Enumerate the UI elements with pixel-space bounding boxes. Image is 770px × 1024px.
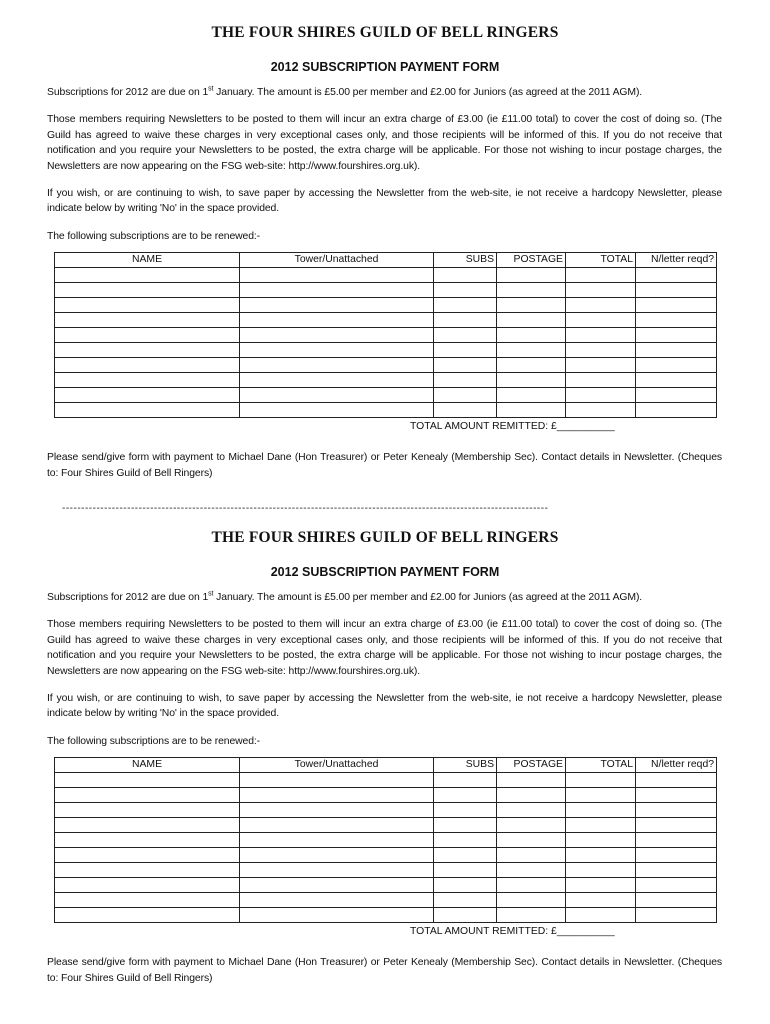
- postage-cell[interactable]: [497, 803, 566, 818]
- name-cell[interactable]: [55, 298, 240, 313]
- total-cell[interactable]: [566, 788, 636, 803]
- total-cell[interactable]: [566, 388, 636, 403]
- form-subtitle: 2012 SUBSCRIPTION PAYMENT FORM: [270, 565, 500, 579]
- subs-cell[interactable]: [434, 313, 497, 328]
- tower-cell[interactable]: [240, 848, 434, 863]
- tower-cell[interactable]: [240, 313, 434, 328]
- postage-cell[interactable]: [497, 268, 566, 283]
- col-total: TOTAL: [566, 253, 636, 268]
- newsletter-cell[interactable]: [636, 803, 717, 818]
- tower-cell[interactable]: [240, 298, 434, 313]
- total-cell[interactable]: [566, 848, 636, 863]
- table-row: [55, 863, 717, 878]
- newsletter-cell[interactable]: [636, 908, 717, 923]
- subs-cell[interactable]: [434, 373, 497, 388]
- name-cell[interactable]: [55, 283, 240, 298]
- name-cell[interactable]: [55, 908, 240, 923]
- postage-cell[interactable]: [497, 908, 566, 923]
- form-title: THE FOUR SHIRES GUILD OF BELL RINGERS: [211, 529, 559, 546]
- col-total: TOTAL: [566, 758, 636, 773]
- newsletter-cell[interactable]: [636, 298, 717, 313]
- table-row: [55, 358, 717, 373]
- newsletter-cell[interactable]: [636, 848, 717, 863]
- table-row: [55, 878, 717, 893]
- tower-cell[interactable]: [240, 358, 434, 373]
- subs-cell[interactable]: [434, 878, 497, 893]
- newsletter-cell[interactable]: [636, 358, 717, 373]
- postage-cell[interactable]: [497, 343, 566, 358]
- subs-cell[interactable]: [434, 818, 497, 833]
- newsletter-cell[interactable]: [636, 283, 717, 298]
- total-remitted: TOTAL AMOUNT REMITTED: £__________: [410, 421, 615, 433]
- name-cell[interactable]: [55, 863, 240, 878]
- col-subs: SUBS: [434, 758, 497, 773]
- subs-cell[interactable]: [434, 403, 497, 418]
- newsletter-cell[interactable]: [636, 893, 717, 908]
- table-row: [55, 818, 717, 833]
- tower-cell[interactable]: [240, 788, 434, 803]
- send-instructions: Please send/give form with payment to Michael Dane (Hon Treasurer) or Peter Kenealy (Membership Sec). Contact details in Newsletter. (Cheques to: Four Shires Guild of Bell Ringers): [47, 957, 722, 984]
- newsletter-cell[interactable]: [636, 373, 717, 388]
- due-date-paragraph: [47, 590, 722, 605]
- name-cell[interactable]: [55, 803, 240, 818]
- postage-cell[interactable]: [497, 403, 566, 418]
- renewal-intro: The following subscriptions are to be renewed:-: [47, 735, 261, 747]
- send-instructions: Please send/give form with payment to Michael Dane (Hon Treasurer) or Peter Kenealy (Membership Sec). Contact details in Newsletter. (Cheques to: Four Shires Guild of Bell Ringers): [47, 452, 722, 479]
- total-cell[interactable]: [566, 358, 636, 373]
- col-newsletter: N/letter reqd?: [636, 253, 717, 268]
- newsletter-cell[interactable]: [636, 863, 717, 878]
- subs-cell[interactable]: [434, 283, 497, 298]
- postage-cell[interactable]: [497, 863, 566, 878]
- table-row: [55, 343, 717, 358]
- name-cell[interactable]: [55, 878, 240, 893]
- postage-cell[interactable]: [497, 313, 566, 328]
- tower-cell[interactable]: [240, 403, 434, 418]
- total-cell[interactable]: [566, 803, 636, 818]
- cut-line: -------------------------------------------------------------------------------------------------------------------------------: [62, 503, 549, 514]
- form-subtitle: 2012 SUBSCRIPTION PAYMENT FORM: [270, 60, 500, 74]
- total-cell[interactable]: [566, 908, 636, 923]
- tower-cell[interactable]: [240, 373, 434, 388]
- total-cell[interactable]: [566, 313, 636, 328]
- subs-cell[interactable]: [434, 863, 497, 878]
- subs-cell[interactable]: [434, 343, 497, 358]
- name-cell[interactable]: [55, 773, 240, 788]
- name-cell[interactable]: [55, 788, 240, 803]
- tower-cell[interactable]: [240, 833, 434, 848]
- table-row: [55, 848, 717, 863]
- tower-cell[interactable]: [240, 803, 434, 818]
- subs-cell[interactable]: [434, 328, 497, 343]
- subscriptions-table: [54, 757, 717, 923]
- name-cell[interactable]: [55, 818, 240, 833]
- table-row: [55, 908, 717, 923]
- total-cell[interactable]: [566, 878, 636, 893]
- table-row: [55, 893, 717, 908]
- postage-cell[interactable]: [497, 893, 566, 908]
- postage-cell[interactable]: [497, 833, 566, 848]
- name-cell[interactable]: [55, 893, 240, 908]
- postage-cell[interactable]: [497, 878, 566, 893]
- col-tower: Tower/Unattached: [240, 253, 434, 268]
- col-postage: POSTAGE: [497, 758, 566, 773]
- postage-cell[interactable]: [497, 848, 566, 863]
- name-cell[interactable]: [55, 343, 240, 358]
- total-cell[interactable]: [566, 268, 636, 283]
- tower-cell[interactable]: [240, 388, 434, 403]
- table-row: [55, 373, 717, 388]
- total-cell[interactable]: [566, 298, 636, 313]
- total-cell[interactable]: [566, 283, 636, 298]
- paper-saving-paragraph: If you wish, or are continuing to wish, to save paper by accessing the Newsletter from the web-site, ie not receive a hardcopy Newsletter, please indicate below by writing 'No' in the space provided.: [47, 693, 722, 720]
- subs-cell[interactable]: [434, 298, 497, 313]
- tower-cell[interactable]: [240, 343, 434, 358]
- subs-cell[interactable]: [434, 908, 497, 923]
- col-tower: Tower/Unattached: [240, 758, 434, 773]
- postage-cell[interactable]: [497, 388, 566, 403]
- total-cell[interactable]: [566, 893, 636, 908]
- tower-cell[interactable]: [240, 863, 434, 878]
- name-cell[interactable]: [55, 313, 240, 328]
- postage-cell[interactable]: [497, 788, 566, 803]
- col-postage: POSTAGE: [497, 253, 566, 268]
- col-newsletter: N/letter reqd?: [636, 758, 717, 773]
- name-cell[interactable]: [55, 268, 240, 283]
- total-cell[interactable]: [566, 818, 636, 833]
- subs-cell[interactable]: [434, 388, 497, 403]
- newsletter-cell[interactable]: [636, 403, 717, 418]
- name-cell[interactable]: [55, 328, 240, 343]
- tower-cell[interactable]: [240, 328, 434, 343]
- newsletter-cell[interactable]: [636, 343, 717, 358]
- newsletter-cell[interactable]: [636, 833, 717, 848]
- tower-cell[interactable]: [240, 893, 434, 908]
- subscription-form-top: [0, 22, 770, 481]
- newsletter-cell[interactable]: [636, 773, 717, 788]
- col-subs: SUBS: [434, 253, 497, 268]
- newsletter-cell[interactable]: [636, 788, 717, 803]
- tower-cell[interactable]: [240, 908, 434, 923]
- newsletter-cell[interactable]: [636, 268, 717, 283]
- table-row: [55, 313, 717, 328]
- renewal-intro: The following subscriptions are to be renewed:-: [47, 230, 261, 242]
- subs-cell[interactable]: [434, 848, 497, 863]
- table-row: [55, 328, 717, 343]
- postage-cell[interactable]: [497, 328, 566, 343]
- postage-cell[interactable]: [497, 358, 566, 373]
- due-text-part2: January. The amount is £5.00 per member and £2.00 for Juniors (as agreed at the 2011 AGM).: [213, 592, 643, 603]
- total-cell[interactable]: [566, 373, 636, 388]
- subscriptions-table: [54, 252, 717, 418]
- total-cell[interactable]: [566, 773, 636, 788]
- subs-cell[interactable]: [434, 803, 497, 818]
- newsletter-cell[interactable]: [636, 313, 717, 328]
- newsletter-cell[interactable]: [636, 818, 717, 833]
- name-cell[interactable]: [55, 403, 240, 418]
- table-row: [55, 773, 717, 788]
- subs-cell[interactable]: [434, 268, 497, 283]
- table-row: [55, 788, 717, 803]
- total-remitted: TOTAL AMOUNT REMITTED: £__________: [410, 926, 615, 938]
- postage-cell[interactable]: [497, 373, 566, 388]
- due-text-part2: January. The amount is £5.00 per member and £2.00 for Juniors (as agreed at the 2011 AGM).: [213, 87, 643, 98]
- postage-cell[interactable]: [497, 818, 566, 833]
- due-text-sup: st: [208, 590, 214, 598]
- table-row: [55, 403, 717, 418]
- postage-paragraph: Those members requiring Newsletters to be posted to them will incur an extra charge of £3.00 (ie £11.00 total) to cover the cost of doing so. (The Guild has agreed to waive these charges in very exceptional cases only, and those recipients will be informed of this. If you do not receive that notification and you require your Newsletters to be posted, the extra charge will be applicable. For those not wishing to incur postage charges, the Newsletters are now appearing on the FSG web-site: http://www.fourshires.org.uk).: [47, 114, 722, 172]
- total-cell[interactable]: [566, 343, 636, 358]
- tower-cell[interactable]: [240, 283, 434, 298]
- postage-cell[interactable]: [497, 298, 566, 313]
- name-cell[interactable]: [55, 848, 240, 863]
- name-cell[interactable]: [55, 358, 240, 373]
- total-cell[interactable]: [566, 863, 636, 878]
- name-cell[interactable]: [55, 373, 240, 388]
- table-header-row: [55, 253, 717, 268]
- col-name: NAME: [55, 253, 240, 268]
- newsletter-cell[interactable]: [636, 878, 717, 893]
- table-row: [55, 268, 717, 283]
- tower-cell[interactable]: [240, 878, 434, 893]
- subs-cell[interactable]: [434, 358, 497, 373]
- paper-saving-paragraph: If you wish, or are continuing to wish, to save paper by accessing the Newsletter from the web-site, ie not receive a hardcopy Newsletter, please indicate below by writing 'No' in the space provided.: [47, 188, 722, 215]
- subs-cell[interactable]: [434, 773, 497, 788]
- tower-cell[interactable]: [240, 773, 434, 788]
- name-cell[interactable]: [55, 388, 240, 403]
- due-date-paragraph: [47, 85, 722, 100]
- newsletter-cell[interactable]: [636, 388, 717, 403]
- col-name: NAME: [55, 758, 240, 773]
- table-row: [55, 388, 717, 403]
- table-row: [55, 298, 717, 313]
- tower-cell[interactable]: [240, 818, 434, 833]
- total-cell[interactable]: [566, 328, 636, 343]
- name-cell[interactable]: [55, 833, 240, 848]
- form-title: THE FOUR SHIRES GUILD OF BELL RINGERS: [211, 24, 559, 41]
- total-cell[interactable]: [566, 403, 636, 418]
- table-header-row: [55, 758, 717, 773]
- tower-cell[interactable]: [240, 268, 434, 283]
- due-text-sup: st: [208, 85, 214, 93]
- table-row: [55, 283, 717, 298]
- due-text-part1: Subscriptions for 2012 are due on 1: [47, 592, 209, 603]
- table-row: [55, 803, 717, 818]
- subs-cell[interactable]: [434, 893, 497, 908]
- postage-paragraph: Those members requiring Newsletters to be posted to them will incur an extra charge of £3.00 (ie £11.00 total) to cover the cost of doing so. (The Guild has agreed to waive these charges in very exceptional cases only, and those recipients will be informed of this. If you do not receive that notification and you require your Newsletters to be posted, the extra charge will be applicable. For those not wishing to incur postage charges, the Newsletters are now appearing on the FSG web-site: http://www.fourshires.org.uk).: [47, 619, 722, 677]
- table-row: [55, 833, 717, 848]
- postage-cell[interactable]: [497, 283, 566, 298]
- newsletter-cell[interactable]: [636, 328, 717, 343]
- subs-cell[interactable]: [434, 833, 497, 848]
- subscription-form-bottom: [0, 527, 770, 986]
- postage-cell[interactable]: [497, 773, 566, 788]
- due-text-part1: Subscriptions for 2012 are due on 1: [47, 87, 209, 98]
- subs-cell[interactable]: [434, 788, 497, 803]
- total-cell[interactable]: [566, 833, 636, 848]
